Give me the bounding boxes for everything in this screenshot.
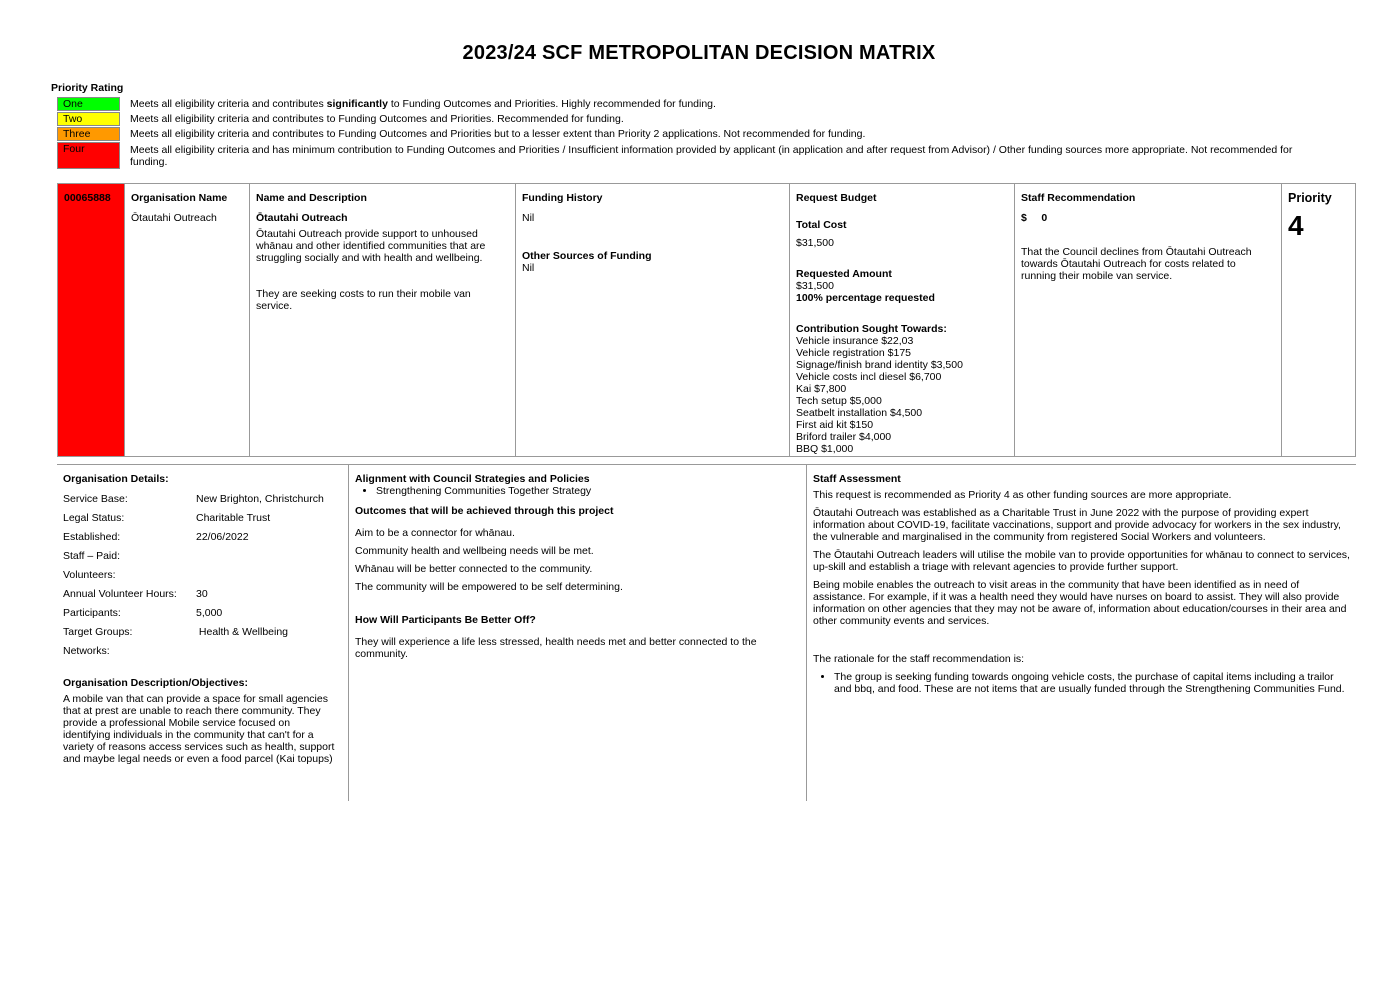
priority-row-three [57,127,866,141]
priority-swatch-four: Four [57,142,120,169]
contribution-item: Kai $7,800 [796,383,847,395]
contribution-item: Vehicle registration $175 [796,347,911,359]
outcome-item: Community health and wellbeing needs will be met. [355,545,594,557]
name-description-header: Name and Description [256,192,367,204]
assessment-paragraph: Being mobile enables the outreach to visit areas in the community that have been identified as in need of assistance. For example, if it was a health need they would have nurses on board to assist. They will also provide information on other agencies that they may not be aware of, information about education/courses in their area and other community events and services. [813,579,1347,627]
assessment-paragraph: The Ōtautahi Outreach leaders will utilise the mobile van to provide opportunities for whānau to connect to services, up-skill and establish a triage with relevant agencies to provide further support. [813,549,1350,573]
staff-recommendation-text: That the Council declines from Ōtautahi Outreach towards Ōtautahi Outreach for costs related to running their mobile van service. [1021,246,1252,282]
org-description-text: A mobile van that can provide a space for small agencies that at prest are unable to reach there community. They provide a professional Mobile service focused on identifying individuals in the community that can't for a variety of reasons access services such as health, support and maybe legal needs or even a food parcel (Kai topups) [63,693,335,765]
other-sources-value: Nil [522,262,535,274]
strategy-item: • Strengthening Communities Together Strategy [376,485,800,497]
project-name: Ōtautahi Outreach [256,212,348,224]
contribution-item: First aid kit $150 [796,419,874,431]
other-sources-header: Other Sources of Funding [522,250,652,262]
contribution-item: BBQ $1,000 [796,443,854,455]
percentage-requested: 100% percentage requested [796,292,935,304]
org-name-cell [125,184,250,456]
funding-history-value: Nil [522,212,535,224]
outcomes-header: Outcomes that will be achieved through this project [355,505,614,517]
priority-value: 4 [1288,210,1304,241]
name-description-cell [250,184,516,456]
contribution-item: Seatbelt installation $4,500 [796,407,923,419]
requested-amount-label: Requested Amount [796,268,892,280]
org-details-header: Organisation Details: [63,473,169,485]
rationale-intro: The rationale for the staff recommendation is: [813,653,1025,665]
contribution-item: Briford trailer $4,000 [796,431,892,443]
details-section [57,464,1356,801]
priority-swatch-two: Two [57,112,120,126]
org-field-volunteer-hours: Annual Volunteer Hours: 30 [63,587,208,600]
priority-cell [1282,184,1355,456]
rationale-list [813,671,1350,695]
funding-history-cell [516,184,790,456]
assessment-paragraph: Ōtautahi Outreach was established as a Charitable Trust in June 2022 with the purpose of providing expert information about COVID-19, facilitate vaccinations, support and provide advocacy for workers in the sex industry, the vulnerable and marginalised in the community from registered Social Workers and volunteers. [813,507,1341,543]
staff-assessment-column [806,465,1356,801]
org-field-volunteers: Volunteers: [63,568,116,581]
outcome-item: Whānau will be better connected to the community. [355,563,593,575]
project-description: Ōtautahi Outreach provide support to unhoused whānau and other identified communities that are struggling socially and with health and wellbeing. [256,228,486,264]
priority-swatch-three: Three [57,127,120,141]
better-off-header: How Will Participants Be Better Off? [355,614,536,626]
org-details-column [57,465,348,801]
priority-desc-two: Meets all eligibility criteria and contributes to Funding Outcomes and Priorities. Recommended for funding. [130,113,624,125]
contribution-item: Vehicle costs incl diesel $6,700 [796,371,942,383]
priority-swatch-one: One [57,97,120,111]
application-id-cell [58,184,125,456]
staff-recommendation-amount: $ 0 [1021,212,1048,224]
priority-rating-heading: Priority Rating [51,82,124,94]
staff-recommendation-header: Staff Recommendation [1021,192,1136,204]
better-off-text: They will experience a life less stressed, health needs met and better connected to the community. [355,636,757,660]
page-title: 2023/24 SCF METROPOLITAN DECISION MATRIX [462,42,936,64]
priority-row-four [57,142,1293,169]
project-request-summary: They are seeking costs to run their mobile van service. [256,288,471,312]
org-description-header: Organisation Description/Objectives: [63,677,248,689]
request-budget-header: Request Budget [796,192,877,204]
total-cost-value: $31,500 [796,237,834,249]
org-name-header: Organisation Name [131,192,228,204]
assessment-paragraph: This request is recommended as Priority 4 as other funding sources are more appropriate. [813,489,1232,501]
org-field-target-groups: Target Groups: Health & Wellbeing [63,625,289,638]
org-field-established: Established: 22/06/2022 [63,530,249,543]
requested-amount-value: $31,500 [796,280,834,292]
priority-header: Priority [1288,191,1332,205]
funding-history-header: Funding History [522,192,603,204]
priority-desc-one: Meets all eligibility criteria and contributes significantly to Funding Outcomes and Priorities. Highly recommended for funding. [130,98,716,110]
org-field-staff-paid: Staff – Paid: [63,549,121,562]
strategy-list [355,485,800,497]
contribution-item: Vehicle insurance $22,03 [796,335,914,347]
staff-recommendation-cell [1015,184,1282,456]
contribution-list [796,335,1008,455]
request-budget-cell [790,184,1015,456]
org-field-participants: Participants: 5,000 [63,606,223,619]
org-field-networks: Networks: [63,644,110,657]
contribution-label: Contribution Sought Towards: [796,323,947,335]
priority-desc-four: Meets all eligibility criteria and has minimum contribution to Funding Outcomes and Priorities / Insufficient information provided by applicant (in application and after request from Advisor) / Other funding sources more appropriate. Not recommended for funding. [130,144,1293,168]
priority-row-one [57,97,716,111]
outcome-item: The community will be empowered to be self determining. [355,581,623,593]
staff-assessment-header: Staff Assessment [813,473,901,485]
application-id: 00065888 [64,192,111,204]
rationale-item: • The group is seeking funding towards ongoing vehicle costs, the purchase of capital items including a trailor and bbq, and food. These are not items that are usually funded through the Strengthening Communities Fund. [834,671,1350,695]
priority-row-two [57,112,624,126]
contribution-item: Signage/finish brand identity $3,500 [796,359,963,371]
contribution-item: Tech setup $5,000 [796,395,882,407]
total-cost-label: Total Cost [796,219,847,231]
org-name: Ōtautahi Outreach [131,212,217,224]
alignment-column [348,465,806,801]
application-table [57,183,1356,457]
alignment-header: Alignment with Council Strategies and Policies [355,473,590,485]
priority-desc-three: Meets all eligibility criteria and contributes to Funding Outcomes and Priorities but to a lesser extent than Priority 2 applications. Not recommended for funding. [130,128,866,140]
outcome-item: Aim to be a connector for whānau. [355,527,515,539]
org-field-service-base: Service Base: New Brighton, Christchurch [63,492,324,505]
org-field-legal-status: Legal Status: Charitable Trust [63,511,271,524]
